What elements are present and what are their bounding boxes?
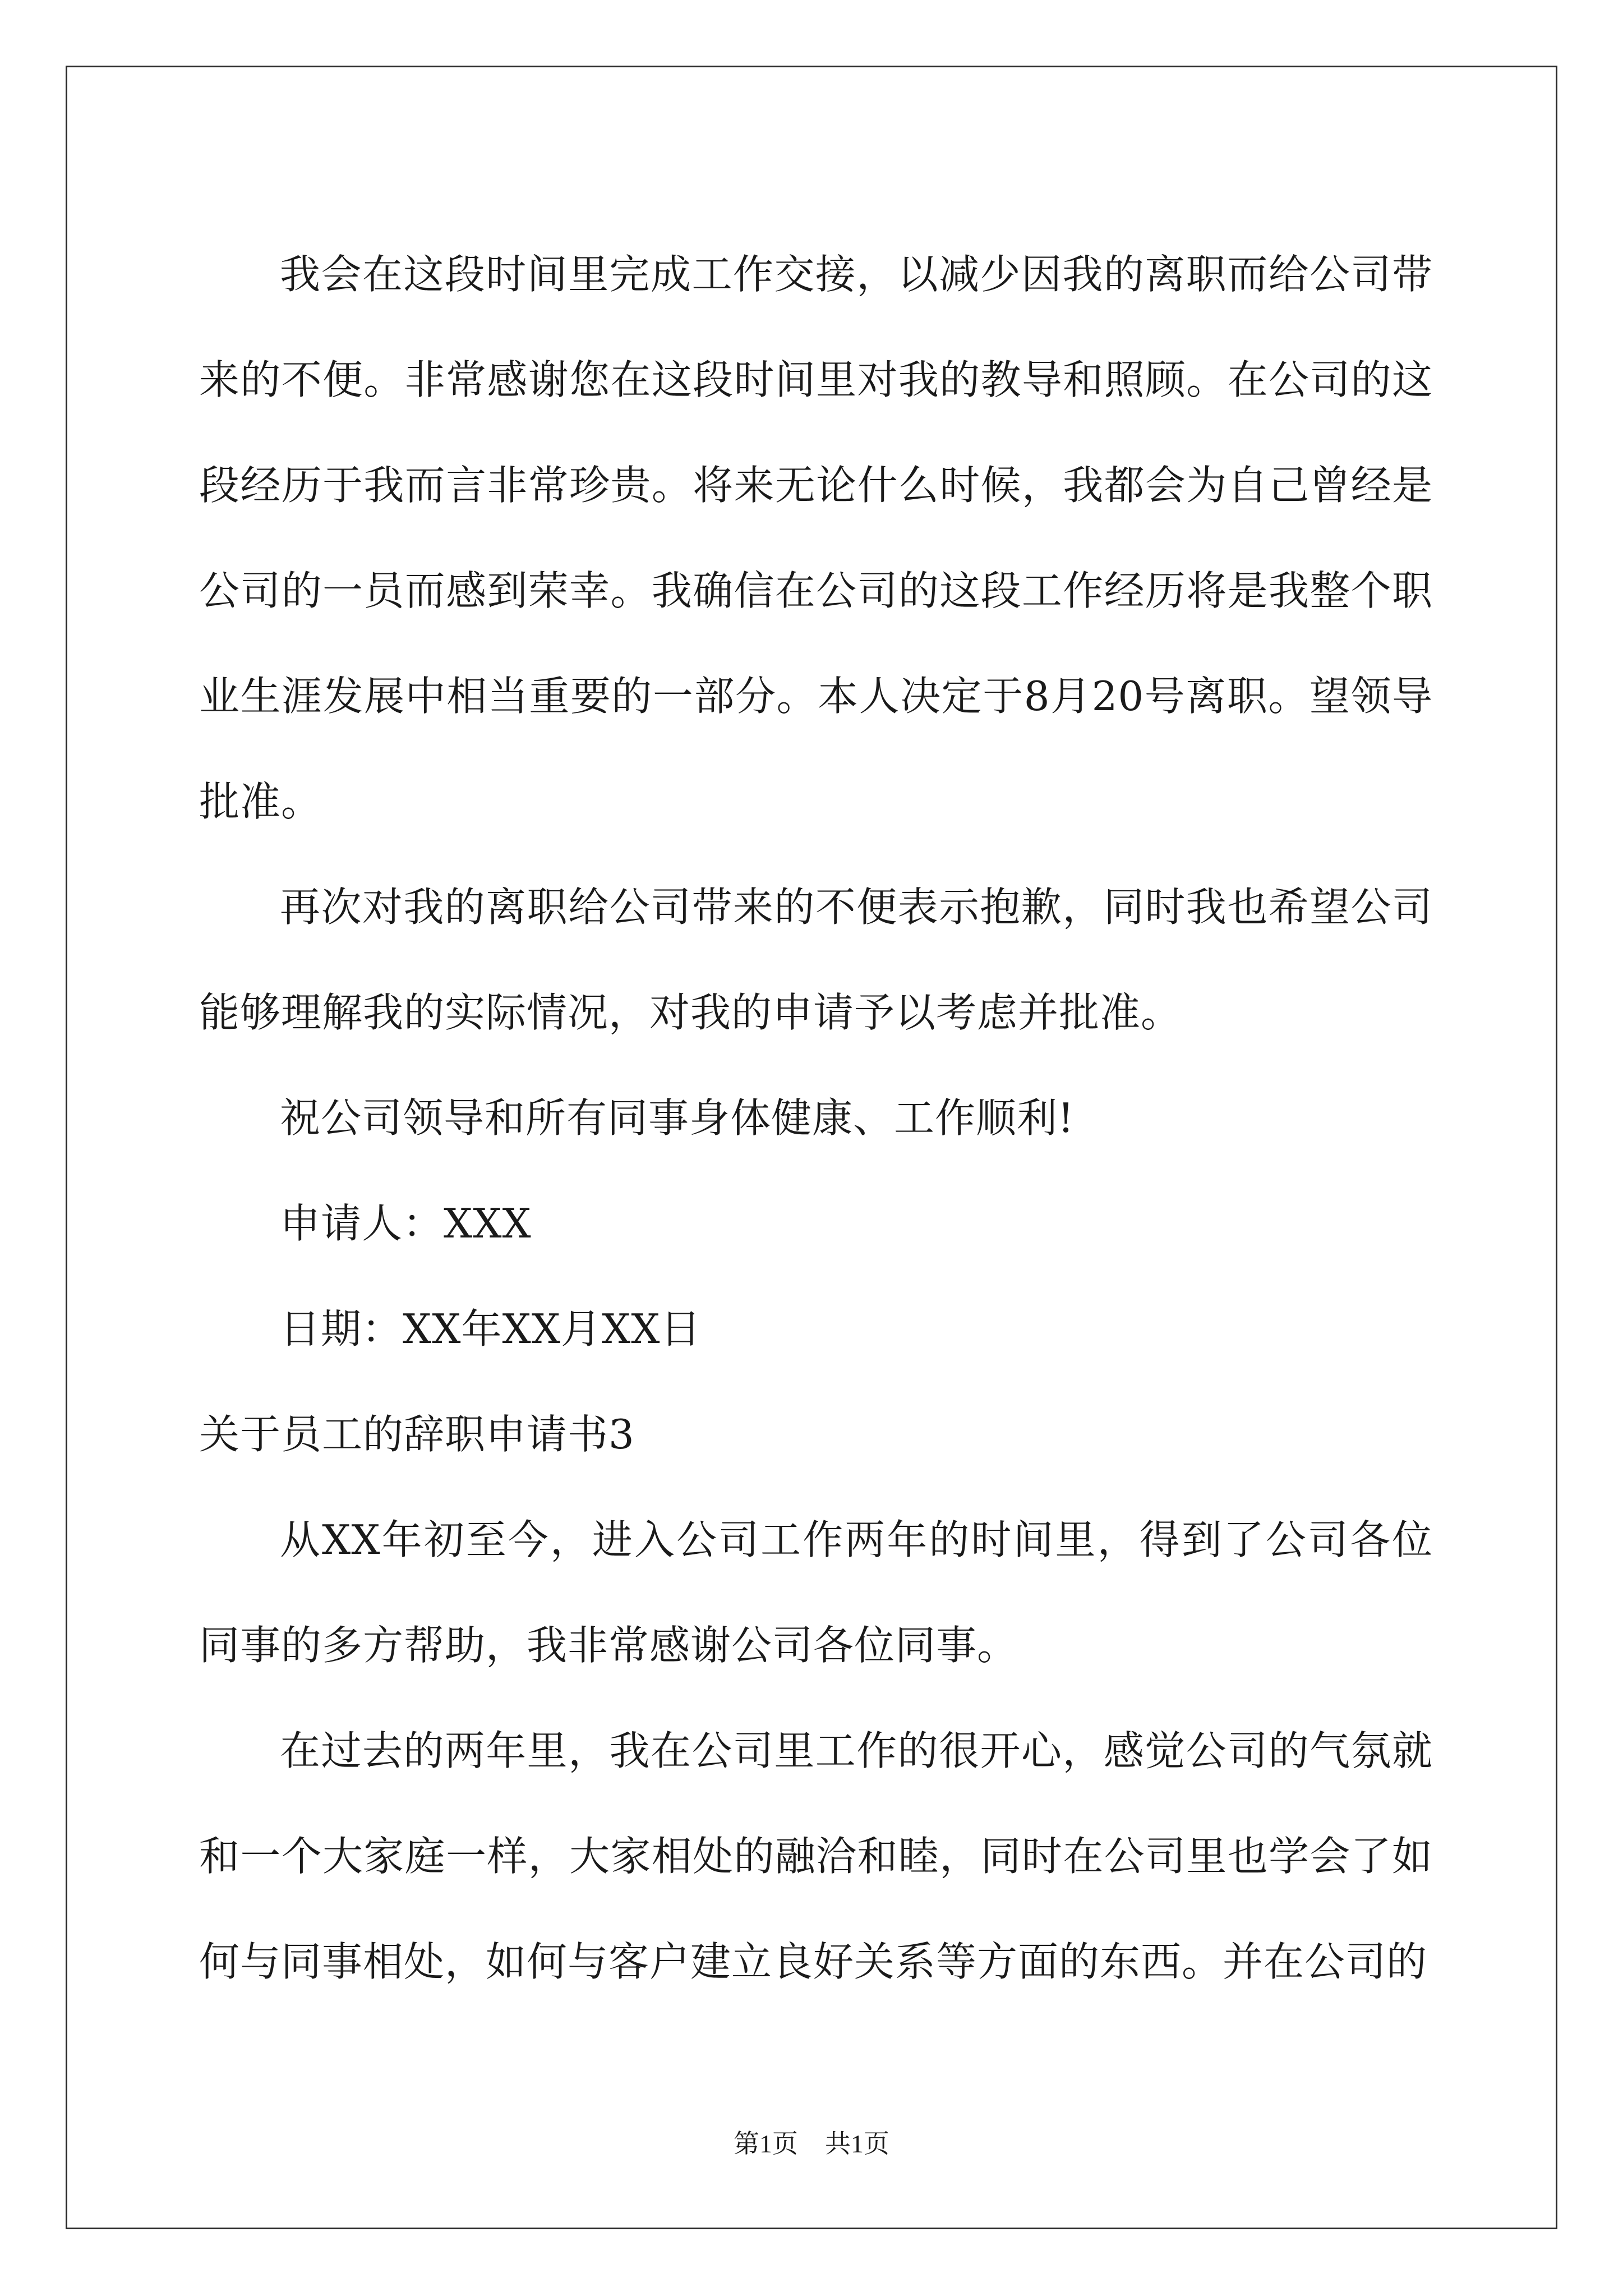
paragraph-handover: 我会在这段时间里完成工作交接，以减少因我的离职而给公司带来的不便。非常感谢您在这段时间里对我的教导和照顾。在公司的这段经历于我而言非常珍贵。将来无论什么时候，我都会为自己曾经是公司的一员而感到荣幸。我确信在公司的这段工作经历将是我整个职业生涯发展中相当重要的一部分。本人决定于8月20号离职。望领导批准。 <box>199 251 1433 825</box>
page-number: 第1页 <box>734 2129 798 2158</box>
paragraph-intro: 从XX年初至今，进入公司工作两年的时间里，得到了公司各位同事的多方帮助，我非常感谢公司各位同事。 <box>199 1516 1433 1669</box>
paragraph-apology: 再次对我的离职给公司带来的不便表示抱歉，同时我也希望公司能够理解我的实际情况，对我的申请予以考虑并批准。 <box>199 884 1433 1036</box>
date-line: 日期：XX年XX月XX日 <box>280 1305 702 1352</box>
applicant-line: 申请人：XXX <box>280 1200 532 1247</box>
document-body <box>199 222 1433 2014</box>
page-footer <box>0 2123 1623 2160</box>
paragraph-wishes: 祝公司领导和所有同事身体健康、工作顺利! <box>280 1094 1075 1142</box>
paragraph-experience: 在过去的两年里，我在公司里工作的很开心，感觉公司的气氛就和一个大家庭一样，大家相处的融洽和睦，同时在公司里也学会了如何与同事相处，如何与客户建立良好关系等方面的东西。并在公司的 <box>199 1727 1433 1985</box>
page-total: 共1页 <box>825 2129 889 2158</box>
section-heading: 关于员工的辞职申请书3 <box>199 1411 635 1458</box>
